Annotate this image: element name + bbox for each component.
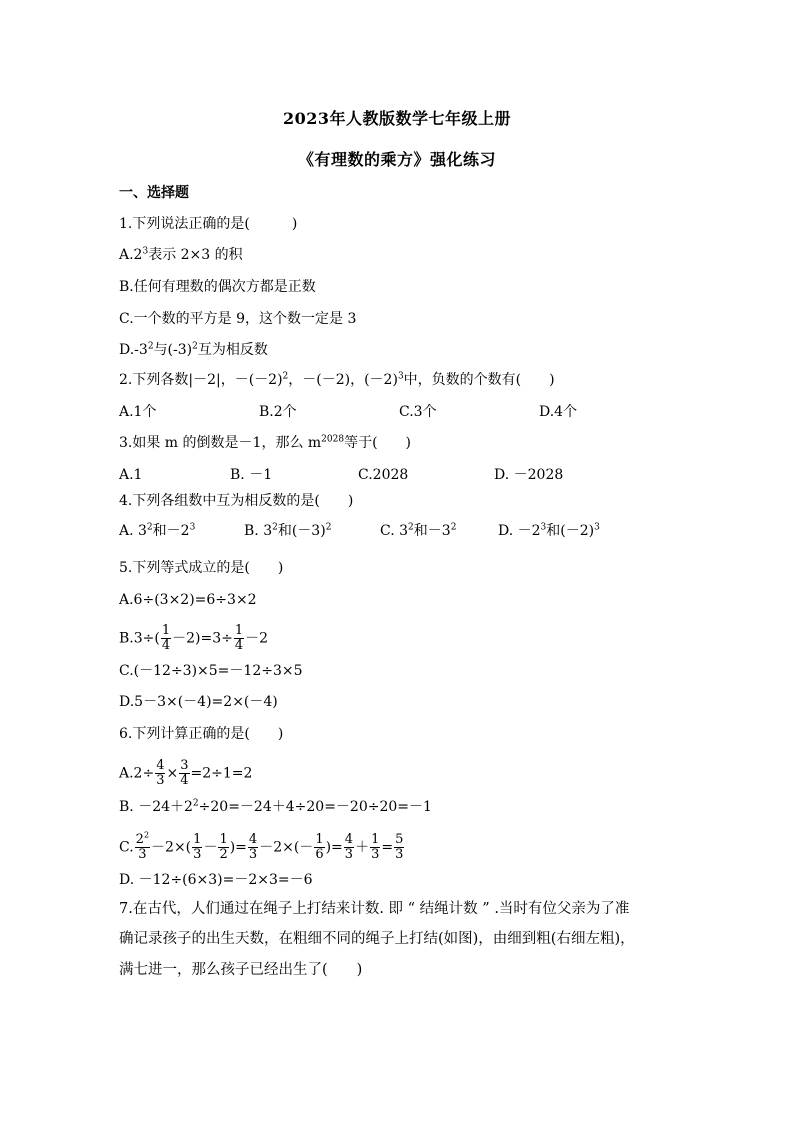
question-1-option-d: $D.-3^2$与$(-3)^2$互为相反数 <box>119 341 268 358</box>
question-5-option-b: B.3÷( $\frac{1}{4}$ －2)=3÷ $\frac{1}{4}$ －2 <box>119 623 269 653</box>
question-2-option-d: D.4个 <box>539 404 578 420</box>
question-5-option-d: D.5－3×(－4)=2×(－4) <box>119 694 278 710</box>
fraction: $\frac{4}{3}$ <box>344 832 354 862</box>
question-1-stem: 1.下列说法正确的是( ) <box>119 216 298 232</box>
question-1-option-c: C.一个数的平方是 9，这个数一定是 3 <box>119 311 357 327</box>
question-2-option-c: C.3个 <box>399 404 437 420</box>
fraction: $\frac{3}{4}$ <box>180 758 189 788</box>
question-5-option-c: C.(－12÷3)×5=－12÷3×5 <box>119 663 303 679</box>
question-3-option-a: A.1 <box>119 467 143 483</box>
fraction: $\frac{1}{6}$ <box>315 832 324 862</box>
fraction: $\frac{1}{3}$ <box>193 832 202 862</box>
question-6-stem: 6.下列计算正确的是( ) <box>119 726 284 742</box>
fraction: $\frac{2^2}{3}$ <box>135 830 150 862</box>
question-2-stem: 2.下列各数|－2|，$-(-2)^2$，－(－2)，$(-2)^3$中，负数的个数有( ) <box>119 371 555 388</box>
question-3-option-b: B. －1 <box>230 467 273 483</box>
section-heading: 一、选择题 <box>119 185 189 201</box>
fraction: $\frac{1}{3}$ <box>371 832 380 862</box>
question-4-option-b: B. $3^2$和$(-3)^2$ <box>244 522 332 539</box>
fraction: $\frac{4}{3}$ <box>156 758 165 788</box>
question-3-option-c: C.2028 <box>358 467 409 483</box>
question-2-option-a: A.1个 <box>119 404 157 420</box>
question-5-option-a: A.6÷(3×2)=6÷3×2 <box>119 592 257 608</box>
fraction: $\frac{1}{4}$ <box>161 623 171 653</box>
question-2-option-b: B.2个 <box>259 404 297 420</box>
question-7-line-2: 确记录孩子的出生天数，在粗细不同的绳子上打结(如图)，由细到粗(右细左粗)， <box>119 931 635 947</box>
document-title: 2023年人教版数学七年级上册 <box>282 109 512 128</box>
question-6-option-a: A.2÷ $\frac{4}{3}$ × $\frac{3}{4}$ =2÷1=2 <box>119 758 253 788</box>
document-subtitle: 《有理数的乘方》强化练习 <box>297 150 496 169</box>
question-4-option-d: D. $-2^3$和$(-2)^3$ <box>498 522 600 539</box>
question-6-option-b: B. $-24+2^2\div 20=-24+4\div 20=-20\div 20=-1$ <box>119 798 432 815</box>
question-1-option-a: $A.2^3$表示 2×3 的积 <box>119 246 243 263</box>
question-6-option-d: D. －12÷(6×3)=－2×3=－6 <box>119 872 313 888</box>
question-3-stem: 3.如果 m 的倒数是－1，那么 $m^{2028}$等于( ) <box>119 434 412 451</box>
question-6-option-c: C. $\frac{2^2}{3}$ －2×( $\frac{1}{3}$ － $\frac{1}{2}$ )= $\frac{4}{3}$ －2×(－ $\frac{1}{6}$ )= $\frac{4}{3}$ ＋ $\frac{1}{3}$ = $\frac{5}{3}$ <box>119 830 404 862</box>
question-4-option-a: A. $3^2$和$-2^3$ <box>119 522 196 539</box>
question-4-stem: 4.下列各组数中互为相反数的是( ) <box>119 493 354 509</box>
fraction: $\frac{5}{3}$ <box>395 832 404 862</box>
fraction: $\frac{4}{3}$ <box>248 832 258 862</box>
question-5-stem: 5.下列等式成立的是( ) <box>119 560 284 576</box>
fraction: $\frac{1}{2}$ <box>219 832 228 862</box>
question-7-line-1: 7.在古代，人们通过在绳子上打结来计数. 即 “ 结绳计数 ” .当时有位父亲为了准 <box>119 901 630 917</box>
question-3-option-d: D. －2028 <box>494 467 564 483</box>
fraction: $\frac{1}{4}$ <box>234 623 244 653</box>
question-4-option-c: C. $3^2$和$-3^2$ <box>380 522 457 539</box>
question-1-option-b: B.任何有理数的偶次方都是正数 <box>119 279 316 295</box>
question-7-line-3: 满七进一，那么孩子已经出生了( ) <box>119 962 363 978</box>
